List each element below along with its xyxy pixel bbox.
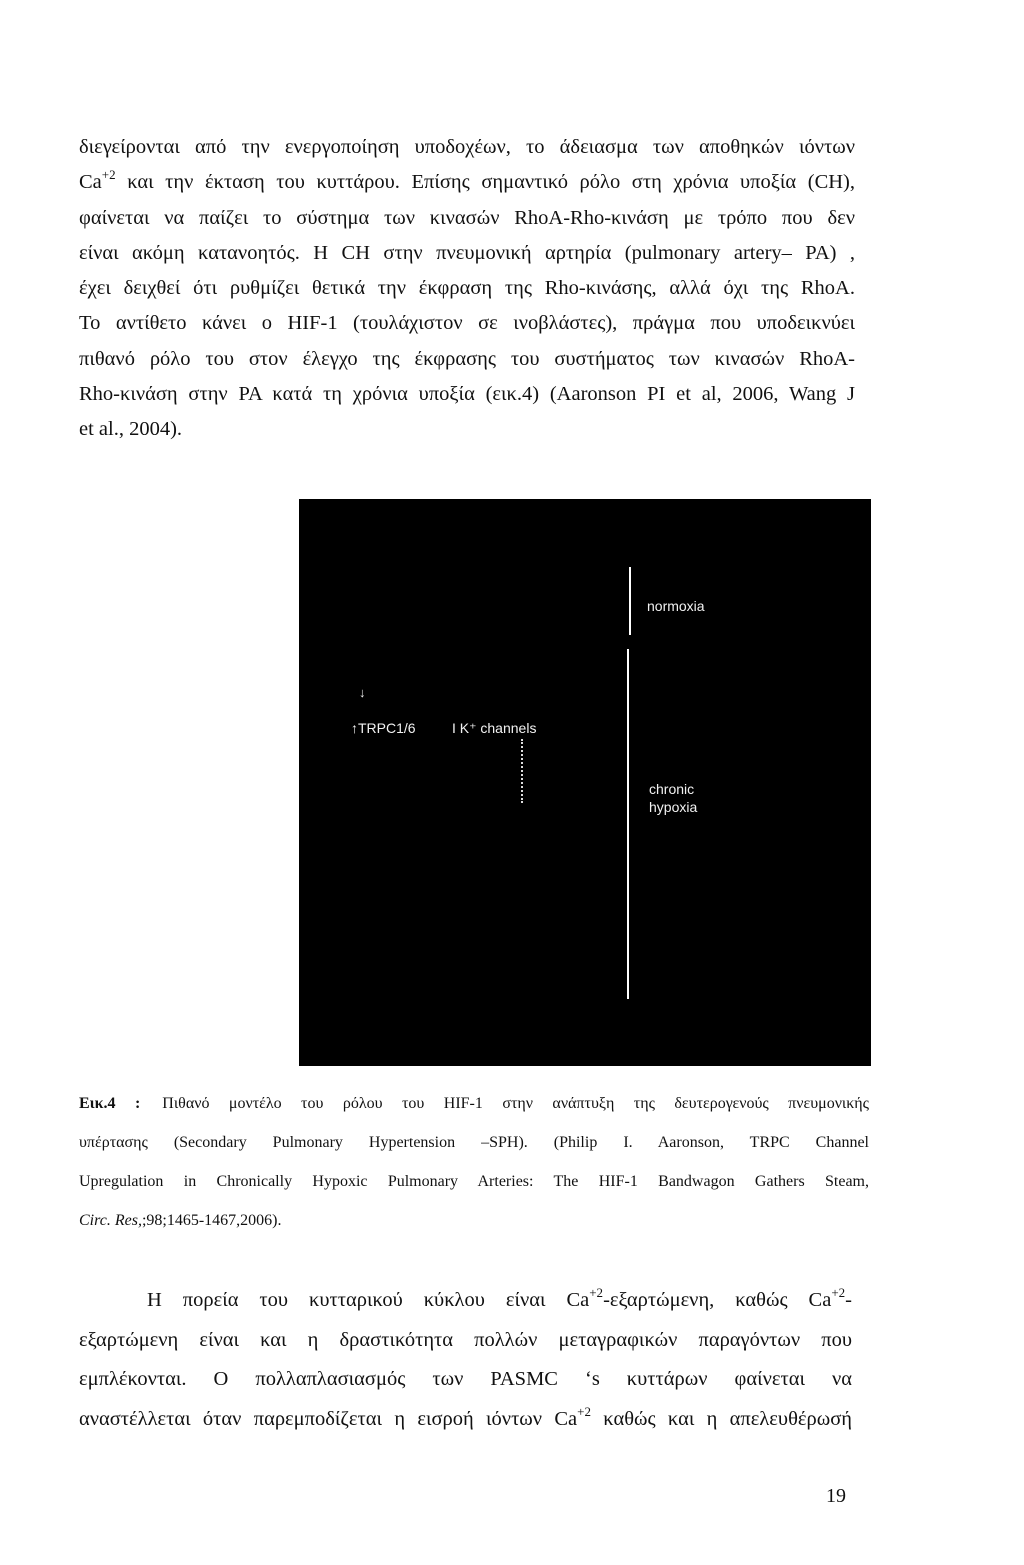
superscript: +2	[577, 1403, 591, 1419]
dotted-connector	[521, 739, 523, 803]
text-span: -	[845, 1289, 852, 1311]
calcium-symbol: Ca	[79, 171, 102, 194]
text-span: και την έκταση του κυττάρου. Επίσης σημαντικό ρόλο στη χρόνια υποξία (CH),	[127, 171, 856, 194]
text-span: καθώς και η απελευθέρωσή	[591, 1407, 852, 1430]
text-line: et al., 2004).	[79, 418, 183, 441]
hypoxia-label: hypoxia	[649, 799, 698, 815]
text-line: Το αντίθετο κάνει ο HIF-1 (τουλάχιστον σε ινοβλάστες), πράγμα που υποδεικνύει	[79, 312, 855, 335]
paragraph-1	[79, 137, 855, 455]
normoxia-label: normoxia	[647, 598, 705, 614]
text-span: -εξαρτώμενη, καθώς Ca	[603, 1289, 832, 1311]
superscript: +2	[831, 1285, 846, 1300]
text-line: Rho-κινάση στην PA κατά τη χρόνια υποξία (εικ.4) (Aaronson PI et al, 2006, Wang J	[79, 383, 855, 406]
bar-marker: I	[452, 720, 460, 736]
chronic-hypoxia-marker-line	[627, 649, 629, 999]
text-line: εμπλέκονται. Ο πολλαπλασιασμός των PASMC ‘s κυττάρων φαίνεται να	[79, 1368, 852, 1390]
down-arrow-icon: ↓	[359, 685, 366, 700]
text-line	[79, 1403, 852, 1431]
caption-line	[79, 1213, 869, 1231]
normoxia-marker-line	[629, 567, 631, 635]
text-span: αναστέλλεται όταν παρεμποδίζεται η εισροή ιόντων Ca	[79, 1407, 578, 1430]
caption-line: Upregulation in Chronically Hypoxic Pulmonary Arteries: The HIF-1 Bandwagon Gathers Steam,	[79, 1173, 869, 1190]
superscript: +2	[589, 1285, 604, 1300]
chronic-label: chronic	[649, 781, 695, 797]
page-number: 19	[826, 1485, 846, 1507]
text-line	[79, 167, 856, 194]
superscript: +2	[101, 167, 116, 183]
caption-label: Εικ.4	[79, 1095, 116, 1112]
journal-name: Circ. Res,	[79, 1212, 142, 1229]
text-line: έχει δειχθεί ότι ρυθμίζει θετικά την έκφραση της Rho-κινάσης, αλλά όχι της RhoA.	[79, 277, 855, 300]
caption-line	[79, 1096, 869, 1114]
text-span: Η πορεία του κυτταρικού κύκλου είναι Ca	[147, 1289, 590, 1311]
caption-line: υπέρτασης (Secondary Pulmonary Hypertension –SPH). (Philip I. Aaronson, TRPC Channel	[79, 1134, 869, 1151]
text-line: είναι ακόμη κατανοητός. Η CH στην πνευμονική αρτηρία (pulmonary artery– PA) ,	[79, 241, 855, 264]
text-line: διεγείρονται από την ενεργοποίηση υποδοχέων, το άδειασμα των αποθηκών ιόντων	[79, 136, 855, 158]
k-channels-label	[452, 720, 536, 738]
caption-reference: ;98;1465-1467,2006).	[141, 1212, 282, 1229]
trpc-text: TRPC1/6	[358, 720, 416, 736]
text-line: εξαρτώμενη είναι και η δραστικότητα πολλών μεταγραφικών παραγόντων που	[79, 1328, 852, 1351]
caption-text: Πιθανό μοντέλο του ρόλου του HIF-1 στην ανάπτυξη της δευτερογενούς πνευμονικής	[162, 1095, 869, 1112]
text-line: φαίνεται να παίζει το σύστημα των κινασών RhoA-Rho-κινάση με τρόπο που δεν	[79, 206, 855, 229]
paragraph-2	[79, 1285, 852, 1448]
figure-caption	[79, 1096, 869, 1252]
k-channels-text: K⁺ channels	[459, 720, 537, 736]
trpc-label	[351, 720, 416, 738]
caption-separator: :	[134, 1095, 141, 1112]
text-line: πιθανό ρόλο του στον έλεγχο της έκφρασης του συστήματος των κινασών RhoA-	[79, 347, 855, 370]
text-line	[79, 1285, 852, 1312]
up-arrow-icon: ↑	[351, 720, 358, 736]
figure-4	[299, 499, 871, 1066]
